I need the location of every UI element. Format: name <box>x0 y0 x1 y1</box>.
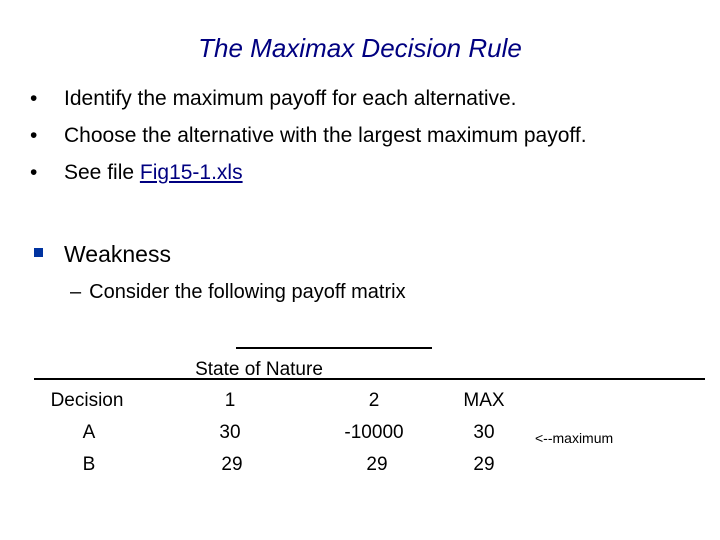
weakness-label: Weakness <box>64 241 171 267</box>
header-state-1: 1 <box>224 390 236 411</box>
bullet-dot-icon: • <box>30 124 38 147</box>
row-a-max: 30 <box>473 422 495 443</box>
header-decision: Decision <box>50 390 124 411</box>
bullet-list <box>30 84 587 195</box>
row-b-state-2: 29 <box>366 454 388 475</box>
sub-bullet <box>70 277 406 307</box>
sub-bullet-text: Consider the following payoff matrix <box>89 281 406 303</box>
bullet-text: Identify the maximum payoff for each alternative. <box>64 87 517 110</box>
state-of-nature-header: State of Nature <box>195 359 323 380</box>
row-b-decision: B <box>82 454 96 475</box>
row-a-decision: A <box>82 422 96 443</box>
maximum-note: <--maximum <box>535 430 614 446</box>
row-a-state-2: -10000 <box>344 422 404 443</box>
row-b-max: 29 <box>473 454 495 475</box>
state-header-underline <box>236 347 432 349</box>
bullet-dot-icon: • <box>30 161 38 184</box>
bullet-text: See file <box>64 161 140 184</box>
row-b-state-1: 29 <box>221 454 243 475</box>
square-bullet-icon <box>34 248 43 257</box>
table-top-rule <box>34 378 705 380</box>
bullet-dot-icon: • <box>30 87 38 110</box>
header-state-2: 2 <box>368 390 380 411</box>
bullet-item <box>30 84 587 121</box>
header-max: MAX <box>463 390 505 411</box>
slide-title: The Maximax Decision Rule <box>198 33 522 63</box>
bullet-item <box>30 121 587 158</box>
row-a-state-1: 30 <box>219 422 241 443</box>
file-link[interactable]: Fig15-1.xls <box>139 161 243 184</box>
bullet-text: Choose the alternative with the largest maximum payoff. <box>64 124 587 147</box>
dash-icon: – <box>70 281 82 303</box>
weakness-heading <box>34 238 171 270</box>
bullet-item <box>30 158 587 195</box>
